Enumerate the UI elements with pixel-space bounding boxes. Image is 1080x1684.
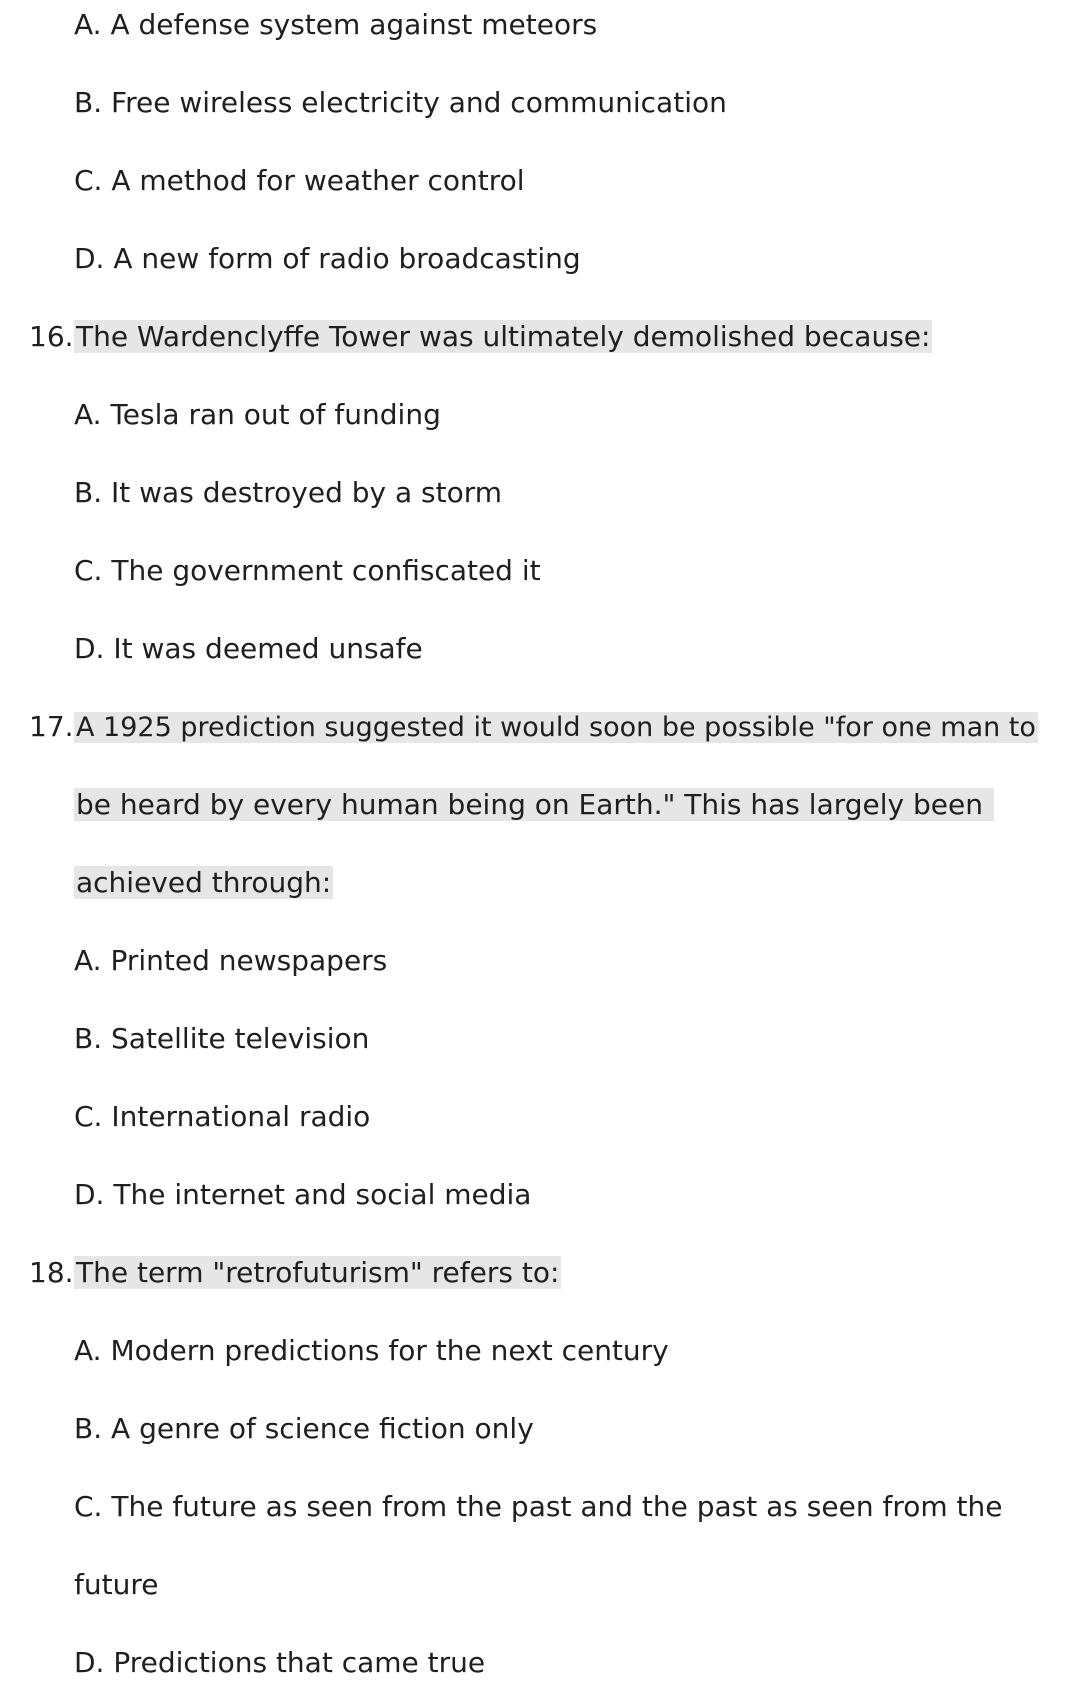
option-a: A. Modern predictions for the next century [74,1334,669,1367]
question-text-line: achieved through: [76,866,332,899]
option-b: B. A genre of science fiction only [74,1412,534,1445]
option-d: D. A new form of radio broadcasting [74,242,581,275]
question-text [74,864,333,902]
option-c: C. A method for weather control [74,164,525,197]
option-c: C. International radio [74,1100,371,1133]
option-a: A. A defense system against meteors [74,8,598,41]
option-a: A. Printed newspapers [74,944,388,977]
question-text [74,708,1038,747]
question-text [74,318,932,356]
question-text-line: A 1925 prediction suggested it would soon be possible "for one man to [76,712,1036,743]
option-b: B. Satellite television [74,1022,370,1055]
option-c-continued: future [74,1568,159,1601]
question-text-line: The term "retrofuturism" refers to: [76,1256,560,1289]
option-b: B. Free wireless electricity and communication [74,86,727,119]
option-a: A. Tesla ran out of funding [74,398,441,431]
option-b: B. It was destroyed by a storm [74,476,503,509]
option-d: D. The internet and social media [74,1178,532,1211]
question-number: 16. [29,320,74,353]
question-number: 18. [29,1256,74,1289]
question-text-line: be heard by every human being on Earth." This has largely been [76,788,992,821]
option-c: C. The future as seen from the past and the past as seen from the [74,1490,1003,1523]
option-c: C. The government confiscated it [74,554,541,587]
question-text-line: The Wardenclyffe Tower was ultimately demolished because: [76,320,931,353]
option-d: D. Predictions that came true [74,1646,486,1679]
question-number: 17. [29,710,74,743]
question-text [74,1254,561,1292]
option-d: D. It was deemed unsafe [74,632,423,665]
question-text [74,786,994,824]
